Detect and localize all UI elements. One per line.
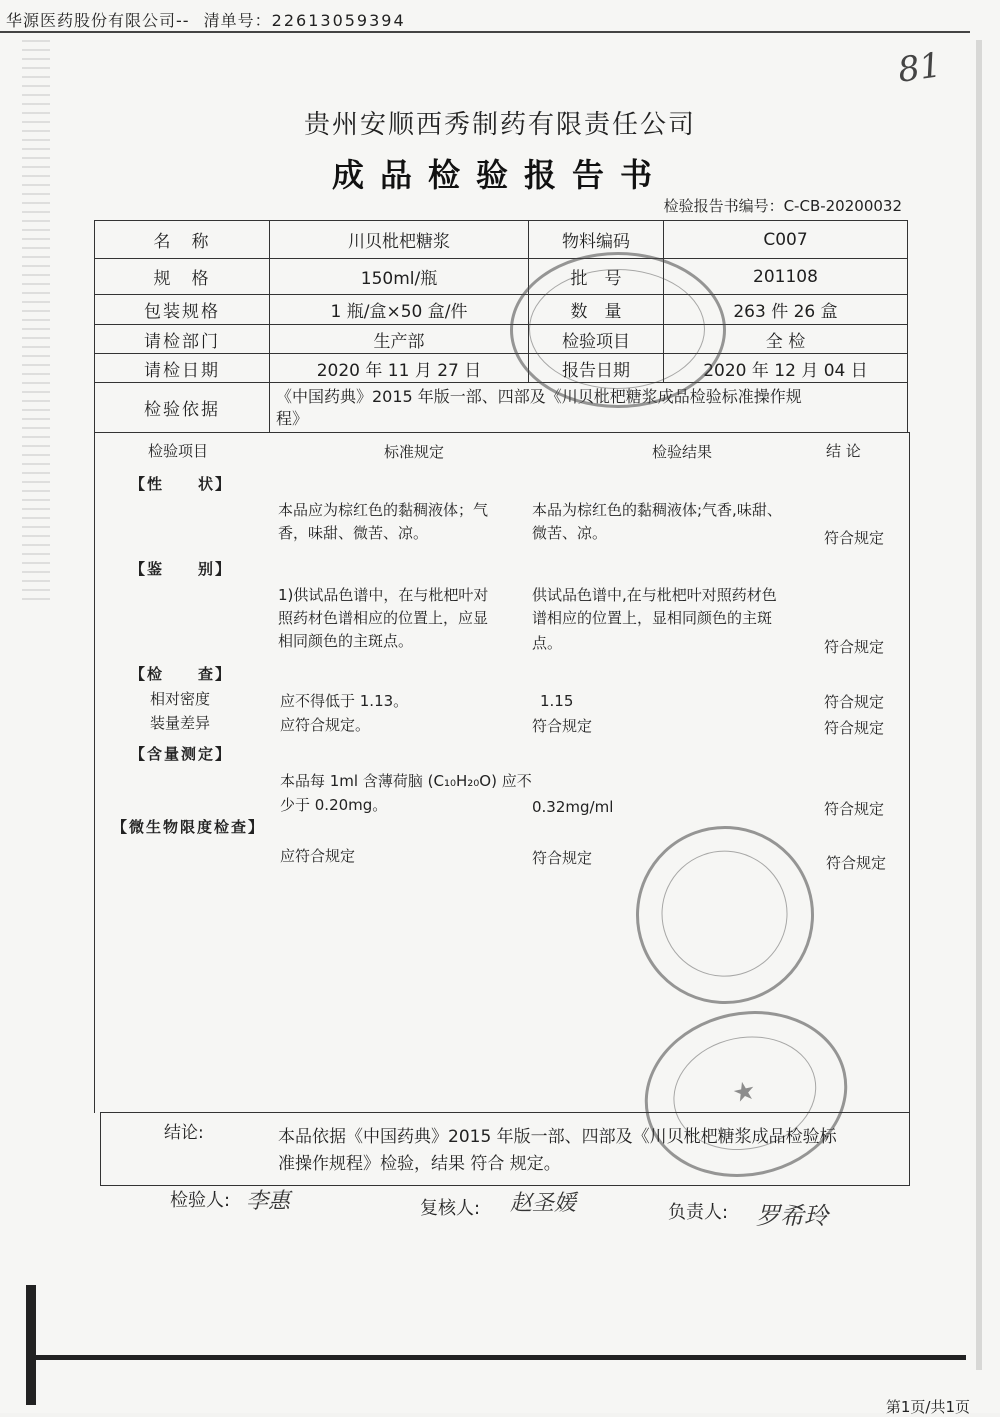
density-std: 应不得低于 1.13。 (280, 692, 409, 710)
header-list-label: 清单号： (203, 11, 272, 30)
inspector-signature: 李惠 (246, 1189, 291, 1214)
section-identification: 【鉴 别】 (130, 560, 233, 578)
appearance-conclusion: 符合规定 (824, 529, 885, 547)
scan-edge-artifact-right (976, 40, 982, 1370)
density-label: 相对密度 (150, 690, 211, 708)
responsible-signature: 罗希玲 (756, 1202, 828, 1230)
micro-conclusion: 符合规定 (826, 854, 887, 872)
report-number: 检验报告书编号：C-CB-20200032 (663, 197, 902, 215)
handwritten-number: 81 (895, 45, 944, 91)
company-title: 贵州安顺西秀制药有限责任公司 (303, 110, 696, 140)
section-check: 【检 查】 (130, 665, 233, 683)
item-value: 全 检 (664, 325, 908, 354)
rep-date-label: 报告日期 (529, 354, 664, 383)
product-name: 川贝枇杷糖浆 (270, 221, 529, 259)
appearance-std-2: 香，味甜、微苦、凉。 (278, 524, 429, 542)
page-footer: 第1页/共1页 (885, 1398, 970, 1416)
spec-value: 150ml/瓶 (270, 259, 529, 295)
density-res: 1.15 (540, 692, 574, 710)
col-result: 检验结果 (652, 443, 713, 461)
ident-res-2: 谱相应的位置上，显相同颜色的主斑 (532, 609, 773, 627)
conclusion-line-1: 本品依据《中国药典》2015 年版一部、四部及《川贝枇杷糖浆成品检验标 (278, 1127, 837, 1147)
list-header (6, 8, 406, 31)
appearance-res-1: 本品为棕红色的黏稠液体;气香,味甜、 (532, 501, 782, 519)
pack-value: 1 瓶/盒×50 盒/件 (270, 295, 529, 325)
ident-res-3: 点。 (532, 634, 563, 652)
dept-value: 生产部 (270, 325, 529, 354)
density-conclusion: 符合规定 (824, 693, 885, 711)
header-rule (0, 31, 970, 33)
assay-std-2: 少于 0.20mg。 (280, 796, 388, 814)
section-appearance: 【性 状】 (130, 475, 233, 493)
section-microbial: 【微生物限度检查】 (112, 818, 266, 836)
col-standard: 标准规定 (384, 443, 445, 461)
reviewer-label: 复核人: (420, 1198, 481, 1219)
volume-label: 装量差异 (150, 714, 211, 732)
col-conclusion: 结 论 (826, 442, 861, 460)
rep-date-value: 2020 年 12 月 04 日 (664, 354, 908, 383)
ident-std-2: 照药材色谱相应的位置上，应显 (278, 609, 489, 627)
appearance-res-2: 微苦、凉。 (532, 524, 608, 542)
material-code-label: 物料编码 (529, 221, 664, 259)
star-icon: ★ (729, 1075, 759, 1110)
micro-std: 应符合规定 (280, 847, 356, 865)
scan-bar-left (26, 1285, 36, 1405)
basis-value: 《中国药典》2015 年版一部、四部及《川贝枇杷糖浆成品检验标准操作规 程》 (270, 383, 908, 433)
req-date-label: 请检日期 (95, 354, 270, 383)
basis-label: 检验依据 (95, 383, 270, 433)
ident-std-3: 相同颜色的主斑点。 (278, 632, 414, 650)
name-label: 名 称 (95, 221, 270, 259)
conclusion-label: 结论: (164, 1123, 204, 1143)
header-list-no: 22613059394 (271, 11, 406, 30)
conclusion-line-2: 准操作规程》检验，结果 符合 规定。 (278, 1154, 561, 1174)
dept-label: 请检部门 (95, 325, 270, 354)
reviewer-signature: 赵圣媛 (510, 1191, 577, 1216)
info-table (94, 220, 908, 433)
scan-bar-bottom (26, 1355, 966, 1360)
document-title: 成品检验报告书 (331, 156, 668, 194)
ident-std-1: 1)供试品色谱中，在与枇杷叶对 (278, 586, 489, 604)
ident-res-1: 供试品色谱中,在与枇杷叶对照药材色 (532, 586, 777, 604)
volume-conclusion: 符合规定 (824, 719, 885, 737)
batch-value: 201108 (664, 259, 908, 295)
inspector-label: 检验人: (170, 1190, 231, 1211)
qty-value: 263 件 26 盒 (664, 295, 908, 325)
material-code: C007 (664, 221, 908, 259)
batch-label: 批 号 (529, 259, 664, 295)
ident-conclusion: 符合规定 (824, 638, 885, 656)
section-assay: 【含量测定】 (130, 745, 233, 763)
assay-std-1: 本品每 1ml 含薄荷脑 (C₁₀H₂₀O) 应不 (280, 772, 532, 790)
volume-res: 符合规定 (532, 717, 593, 735)
qty-label: 数 量 (529, 295, 664, 325)
assay-res: 0.32mg/ml (532, 798, 614, 816)
req-date-value: 2020 年 11 月 27 日 (270, 354, 529, 383)
company-seal-stamp (510, 252, 726, 408)
responsible-label: 负责人: (668, 1202, 729, 1223)
volume-std: 应符合规定。 (280, 716, 371, 734)
assay-conclusion: 符合规定 (824, 800, 885, 818)
item-label: 检验项目 (529, 325, 664, 354)
spec-label: 规 格 (95, 259, 270, 295)
col-item: 检验项目 (148, 442, 209, 460)
pack-label: 包装规格 (95, 295, 270, 325)
micro-res: 符合规定 (532, 849, 593, 867)
header-company: 华源医药股份有限公司-- (6, 11, 190, 30)
appearance-std-1: 本品应为棕红色的黏稠液体；气 (278, 501, 489, 519)
